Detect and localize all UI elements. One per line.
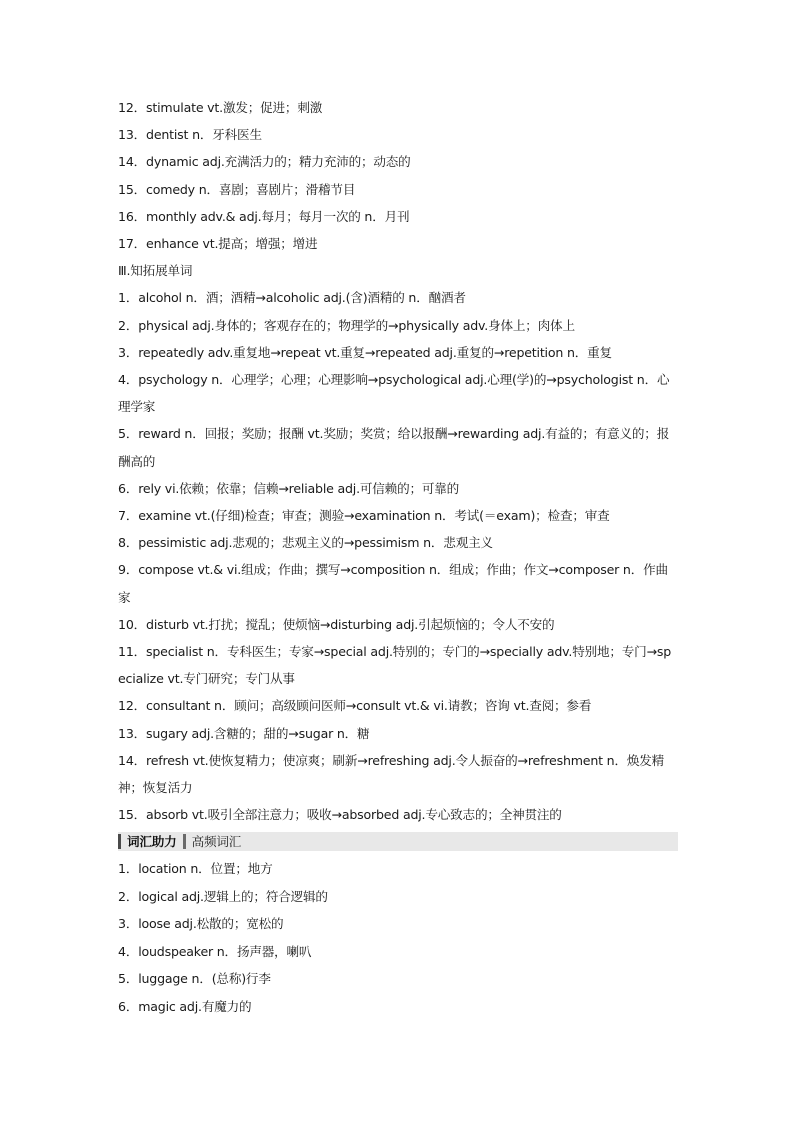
list-item: 13．sugary adj.含糖的；甜的→sugar n．糖: [118, 725, 370, 741]
list-item: 7．examine vt.(仔细)检查；审查；测验→examination n．考试(＝exam)；检查；审查: [118, 508, 610, 524]
list-item: 4．psychology n．心理学；心理；心理影响→psychological adj.心理(学)的→psychologist n．心理学家: [118, 372, 670, 415]
vocabulary-content: [118, 94, 678, 1020]
list-item: 4．loudspeaker n．扬声器，喇叭: [118, 943, 312, 959]
list-item: 14．refresh vt.使恢复精力；使凉爽；刷新→refreshing adj.令人振奋的→refreshment n．焕发精神；恢复活力: [118, 752, 665, 796]
list-item: 12．consultant n．顾问；高级顾问医师→consult vt.& vi.请教；咨询 vt.查阅；参看: [118, 698, 592, 714]
list-item: 9．compose vt.& vi.组成；作曲；撰写→composition n．组成；作曲；作文→composer n．作曲家: [118, 562, 668, 605]
list-item: 11．specialist n．专科医生；专家→special adj.特别的；专门的→specially adv.特别地；专门→specialize vt.专门研究；专门从事: [118, 644, 672, 687]
list-item: 2．logical adj.逻辑上的；符合逻辑的: [118, 888, 328, 904]
word-list-continued: [118, 94, 678, 257]
list-item: 3．loose adj.松散的；宽松的: [118, 916, 284, 932]
list-item: 5．luggage n．(总称)行李: [118, 971, 271, 987]
list-item: 8．pessimistic adj.悲观的；悲观主义的→pessimism n．悲观主义: [118, 535, 493, 551]
banner-title: 词汇助力: [127, 834, 177, 850]
list-item: 6．rely vi.依赖；依靠；信赖→reliable adj.可信赖的；可靠的: [118, 480, 460, 496]
banner-subtitle: 高频词汇: [191, 834, 242, 850]
list-item: 16．monthly adv.& adj.每月；每月一次的 n．月刊: [118, 208, 410, 224]
list-item: 10．disturb vt.打扰；搅乱；使烦恼→disturbing adj.引起烦恼的；令人不安的: [118, 616, 555, 632]
list-item: 5．reward n．回报；奖励；报酬 vt.奖励；奖赏；给以报酬→rewarding adj.有益的；有意义的；报酬高的: [118, 426, 670, 469]
list-item: 12．stimulate vt.激发；促进；刺激: [118, 100, 323, 115]
banner-separator: [183, 834, 186, 849]
list-item: 14．dynamic adj.充满活力的；精力充沛的；动态的: [118, 154, 411, 170]
high-frequency-word-list: [118, 855, 678, 1019]
word-family-list: [118, 284, 678, 828]
list-item: 3．repeatedly adv.重复地→repeat vt.重复→repeated adj.重复的→repetition n．重复: [118, 344, 612, 360]
list-item: 17．enhance vt.提高；增强；增进: [118, 236, 318, 252]
list-item: 13．dentist n．牙科医生: [118, 127, 262, 143]
section-heading-expanded-words: Ⅲ.知拓展单词: [118, 263, 193, 279]
list-item: 6．magic adj.有魔力的: [118, 998, 252, 1014]
list-item: 1．location n．位置；地方: [118, 861, 273, 877]
section-banner: [118, 832, 678, 851]
list-item: 15．comedy n．喜剧；喜剧片；滑稽节目: [118, 181, 356, 197]
banner-bar-decoration: [118, 834, 121, 849]
list-item: 1．alcohol n．酒；酒精→alcoholic adj.(含)酒精的 n．酗酒者: [118, 290, 466, 306]
list-item: 15．absorb vt.吸引全部注意力；吸收→absorbed adj.专心致志的；全神贯注的: [118, 807, 562, 823]
list-item: 2．physical adj.身体的；客观存在的；物理学的→physically adv.身体上；肉体上: [118, 317, 575, 333]
